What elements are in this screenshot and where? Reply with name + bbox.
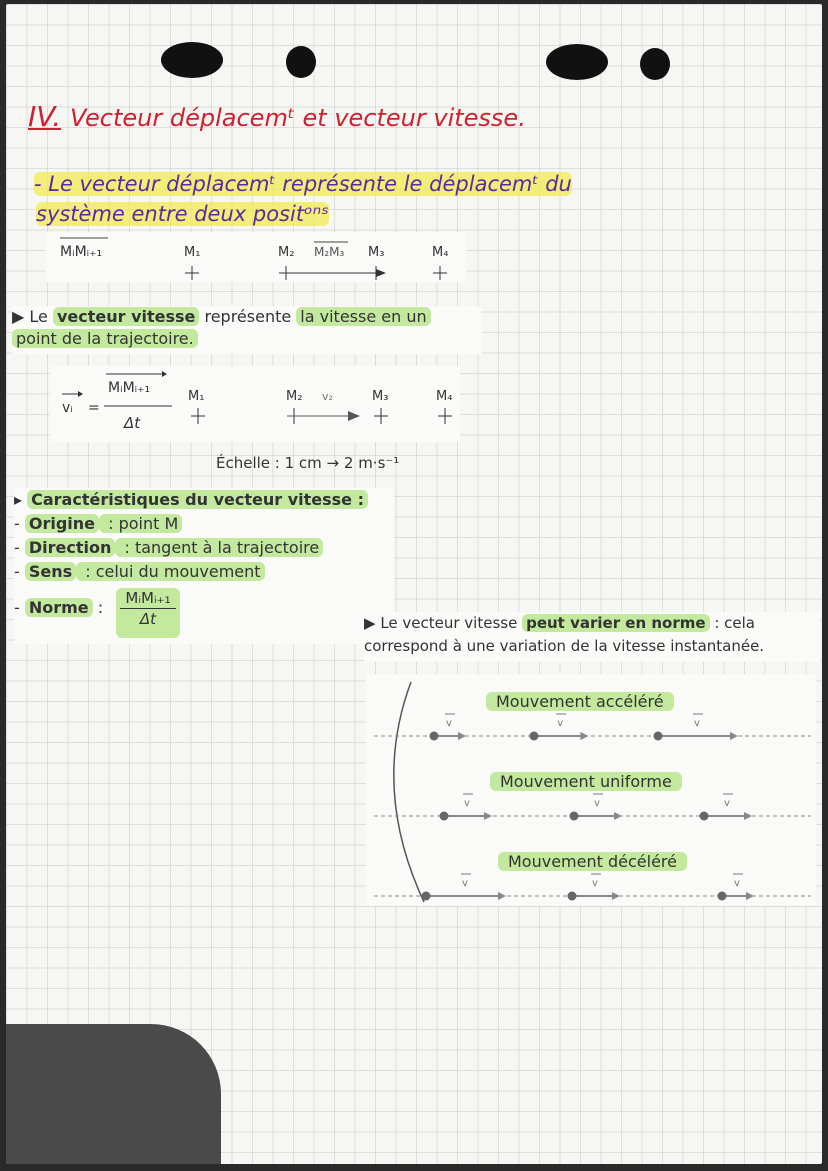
arrow-head bbox=[746, 892, 754, 900]
vector-label: v bbox=[557, 718, 564, 729]
vector-label: v bbox=[592, 878, 598, 889]
arrow-head bbox=[580, 732, 588, 740]
norme-numerator: MᵢMᵢ₊₁ bbox=[120, 588, 176, 609]
variation-suffix: : cela bbox=[709, 614, 756, 632]
formula-vector-v2: v₂ bbox=[322, 390, 333, 403]
velocity-intro-prefix: Le bbox=[29, 307, 53, 326]
punch-hole bbox=[546, 44, 608, 80]
position-dot bbox=[568, 892, 577, 901]
vector-label-m2m3: M₂M₃ bbox=[314, 245, 345, 259]
dash: - bbox=[14, 538, 25, 557]
characteristic-sens bbox=[14, 560, 394, 584]
dash: - bbox=[14, 598, 25, 617]
characteristic-value: : bbox=[92, 598, 104, 617]
position-dot bbox=[718, 892, 727, 901]
arrow-head bbox=[744, 812, 752, 820]
position-dot bbox=[700, 812, 709, 821]
motion-diagram bbox=[366, 674, 816, 906]
vector-label: v bbox=[446, 718, 452, 729]
point-label-m3: M₃ bbox=[368, 245, 385, 260]
photo-shadow bbox=[6, 1024, 221, 1164]
section-numeral: IV. bbox=[28, 100, 62, 133]
velocity-intro-line-2 bbox=[12, 328, 482, 350]
motion-label-accelere: Mouvement accéléré bbox=[486, 692, 674, 711]
section-title bbox=[28, 100, 526, 133]
characteristic-direction bbox=[14, 536, 394, 560]
dash: - bbox=[14, 562, 25, 581]
variation-line-2: correspond à une variation de la vitesse instantanée. bbox=[364, 637, 765, 655]
handwritten-text-1: - Le vecteur déplacemᵗ représente le déplacemᵗ du bbox=[34, 172, 572, 196]
position-dot bbox=[422, 892, 431, 901]
variation-bold: peut varier en norme bbox=[522, 614, 709, 632]
arrow-head bbox=[458, 732, 466, 740]
trajectory-curve bbox=[394, 682, 424, 902]
variation-paragraph bbox=[364, 612, 820, 662]
position-dot bbox=[570, 812, 579, 821]
point-label-m4: M₄ bbox=[432, 245, 449, 260]
displacement-diagram bbox=[46, 232, 466, 282]
formula-point-m3: M₃ bbox=[372, 389, 389, 404]
vector-label: v bbox=[594, 798, 600, 809]
arrow-head bbox=[614, 812, 622, 820]
characteristics-heading: Caractéristiques du vecteur vitesse : bbox=[27, 490, 368, 509]
formula-lhs: vᵢ bbox=[62, 400, 73, 416]
position-dot bbox=[430, 732, 439, 741]
vector-label: v bbox=[734, 878, 740, 889]
velocity-intro-line2-text: point de la trajectoire. bbox=[12, 329, 198, 348]
velocity-intro-highlight: la vitesse en un bbox=[296, 307, 430, 326]
vector-label: v bbox=[724, 798, 730, 809]
variation-prefix: Le vecteur vitesse bbox=[380, 614, 523, 632]
handwritten-line-1 bbox=[34, 172, 572, 196]
vector-label: v bbox=[694, 718, 700, 729]
characteristic-label: Origine bbox=[25, 514, 99, 533]
bullet-icon: ▶ bbox=[12, 307, 30, 326]
vector-label: v bbox=[462, 878, 468, 889]
characteristic-label: Direction bbox=[25, 538, 116, 557]
punch-hole bbox=[640, 48, 670, 80]
punch-hole bbox=[161, 42, 223, 78]
scale-text: Échelle : 1 cm → 2 m·s⁻¹ bbox=[216, 454, 400, 472]
motion-label-decelere: Mouvement décéléré bbox=[498, 852, 687, 871]
characteristics-heading-row bbox=[14, 488, 394, 512]
formula-numerator: MᵢMᵢ₊₁ bbox=[108, 380, 151, 396]
formula-point-m1: M₁ bbox=[188, 389, 205, 404]
characteristics-block bbox=[14, 488, 394, 644]
bullet-icon: ▸ bbox=[14, 490, 28, 509]
characteristic-value: : celui du mouvement bbox=[76, 562, 264, 581]
formula-point-m4: M₄ bbox=[436, 389, 453, 404]
displacement-svg bbox=[46, 232, 466, 282]
characteristic-origine bbox=[14, 512, 394, 536]
velocity-intro-line-1 bbox=[12, 306, 482, 328]
velocity-formula-diagram bbox=[50, 366, 460, 442]
norme-denominator: Δt bbox=[139, 610, 157, 628]
velocity-intro-bold: vecteur vitesse bbox=[53, 307, 199, 326]
handwritten-text-2: système entre deux positᵒⁿˢ bbox=[36, 202, 329, 226]
section-title-text: Vecteur déplacemᵗ et vecteur vitesse. bbox=[70, 104, 526, 132]
motion-label-uniforme: Mouvement uniforme bbox=[490, 772, 682, 791]
arrow-head bbox=[612, 892, 620, 900]
characteristic-label: Norme bbox=[25, 598, 93, 617]
vector-label: v bbox=[464, 798, 470, 809]
dash: - bbox=[14, 514, 25, 533]
notebook-page bbox=[6, 4, 822, 1164]
arrow-head bbox=[498, 892, 506, 900]
characteristic-value: : tangent à la trajectoire bbox=[115, 538, 323, 557]
characteristic-value: : point M bbox=[99, 514, 182, 533]
formula-equals: = bbox=[88, 400, 100, 416]
norme-fraction bbox=[116, 588, 180, 638]
point-label-m1: M₁ bbox=[184, 245, 201, 260]
handwritten-line-2 bbox=[36, 202, 329, 226]
arrow-head bbox=[730, 732, 738, 740]
formula-point-m2: M₂ bbox=[286, 389, 303, 404]
formula-denominator: Δt bbox=[124, 414, 141, 432]
position-dot bbox=[440, 812, 449, 821]
velocity-intro-middle: représente bbox=[199, 307, 297, 326]
characteristic-label: Sens bbox=[25, 562, 76, 581]
punch-hole bbox=[286, 46, 316, 78]
vector-label-mimi1: MᵢMᵢ₊₁ bbox=[60, 244, 103, 260]
characteristic-norme bbox=[14, 596, 394, 620]
position-dot bbox=[654, 732, 663, 741]
arrow-head bbox=[484, 812, 492, 820]
velocity-formula-svg bbox=[50, 366, 460, 442]
bullet-icon: ▶ bbox=[364, 614, 381, 632]
point-label-m2: M₂ bbox=[278, 245, 295, 260]
velocity-intro bbox=[12, 306, 482, 354]
position-dot bbox=[530, 732, 539, 741]
variation-line-1 bbox=[364, 612, 820, 635]
